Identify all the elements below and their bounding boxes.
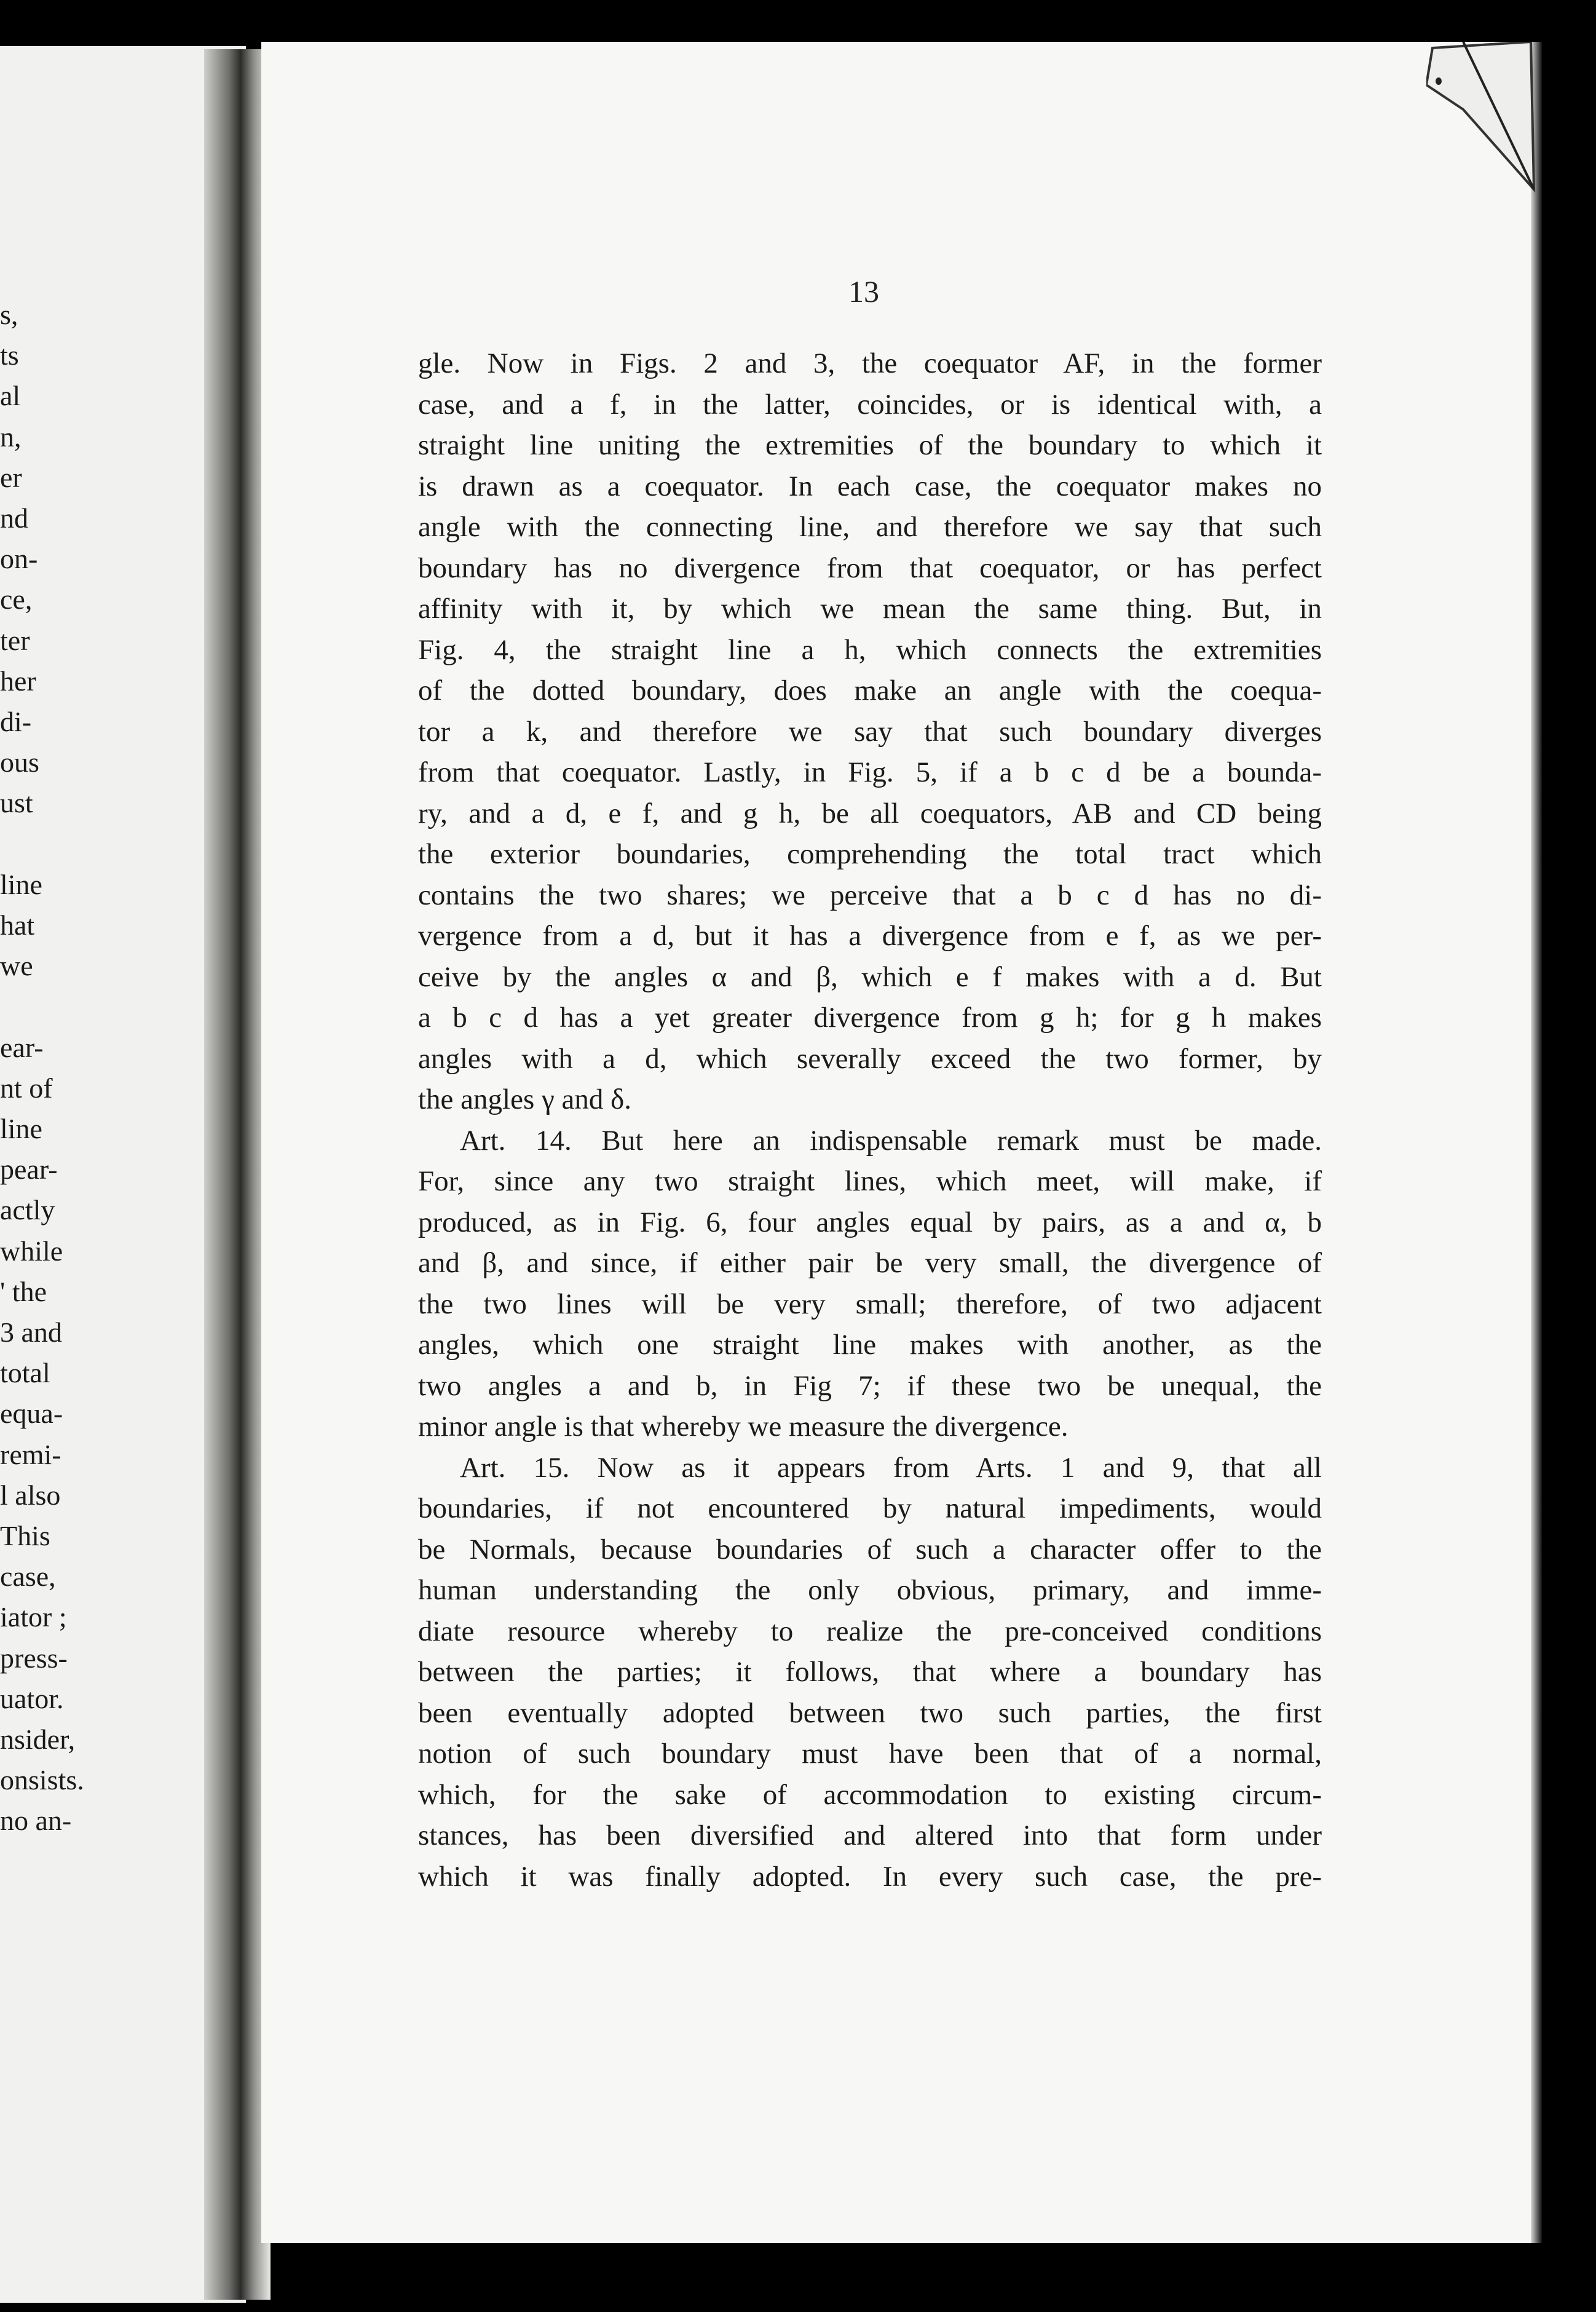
text-line: straight line uniting the extremities of the boundary to which it (418, 429, 1322, 461)
left-page-line: her (0, 665, 36, 697)
text-line: tor a k, and therefore we say that such boundary diverges (418, 715, 1322, 748)
left-page-line: total (0, 1357, 50, 1389)
text-line: diate resource whereby to realize the pre-conceived conditions (418, 1615, 1322, 1647)
text-line: ceive by the angles α and β, which e f makes with a d. But (418, 960, 1322, 993)
left-page-line: on- (0, 543, 38, 575)
left-page-line: ter (0, 624, 30, 656)
left-page-line: er (0, 461, 22, 493)
left-page-line: while (0, 1235, 63, 1267)
text-line: Art. 15. Now as it appears from Arts. 1 and 9, that all (460, 1451, 1322, 1484)
left-page-line: equa- (0, 1398, 63, 1430)
left-page-line: 3 and (0, 1316, 62, 1348)
left-page-line: line (0, 1113, 42, 1144)
left-page-line: n, (0, 421, 22, 453)
left-page-line: iator ; (0, 1601, 67, 1633)
text-line: boundaries, if not encountered by natural impediments, would (418, 1492, 1322, 1524)
folded-corner-icon (1426, 42, 1537, 202)
left-page-line: nd (0, 502, 28, 534)
left-page-line: di- (0, 706, 32, 737)
left-page-line: uator. (0, 1682, 64, 1714)
page-edge-shadow (1531, 42, 1542, 2243)
text-line: angles, which one straight line makes with another, as the (418, 1329, 1322, 1361)
text-line: gle. Now in Figs. 2 and 3, the coequator AF, in the former (418, 347, 1322, 379)
text-line: which, for the sake of accommodation to existing circum- (418, 1778, 1322, 1811)
left-page-line: hat (0, 909, 35, 941)
left-page-line: l also (0, 1479, 61, 1511)
text-line: a b c d has a yet greater divergence from g h; for g h makes (418, 1002, 1322, 1034)
text-line: notion of such boundary must have been that of a normal, (418, 1738, 1322, 1770)
text-line: between the parties; it follows, that where a boundary has (418, 1656, 1322, 1688)
text-line: and β, and since, if either pair be very small, the divergence of (418, 1247, 1322, 1279)
left-page-line: line (0, 868, 42, 900)
left-page-line: onsists. (0, 1764, 84, 1796)
text-line: minor angle is that whereby we measure the divergence. (418, 1411, 1069, 1443)
text-line: be Normals, because boundaries of such a character offer to the (418, 1533, 1322, 1566)
text-line: Art. 14. But here an indispensable remark must be made. (460, 1124, 1322, 1157)
text-line: case, and a f, in the latter, coincides, or is identical with, a (418, 388, 1322, 421)
text-line: from that coequator. Lastly, in Fig. 5, if a b c d be a bounda- (418, 756, 1322, 788)
text-line: vergence from a d, but it has a divergence from e f, as we per- (418, 920, 1322, 952)
text-line: been eventually adopted between two such parties, the first (418, 1696, 1322, 1729)
left-page-line: no an- (0, 1805, 72, 1837)
text-line: ry, and a d, e f, and g h, be all coequators, AB and CD being (418, 797, 1322, 829)
text-line: which it was finally adopted. In every such case, the pre- (418, 1860, 1322, 1893)
left-page-line: remi- (0, 1438, 61, 1470)
left-page-line: ts (0, 339, 19, 371)
left-page-line: ce, (0, 584, 33, 616)
text-line: For, since any two straight lines, which meet, will make, if (418, 1165, 1322, 1197)
left-page-line: nt of (0, 1072, 53, 1104)
text-line: the angles γ and δ. (418, 1083, 632, 1115)
left-page-line: s, (0, 299, 18, 330)
page-number: 13 (848, 274, 879, 309)
text-line: stances, has been diversified and altered into that form under (418, 1819, 1322, 1851)
left-page-line: press- (0, 1642, 68, 1674)
page-body-text (418, 343, 1322, 1897)
left-page-line: case, (0, 1561, 56, 1593)
left-page-line: ear- (0, 1031, 44, 1063)
text-line: angles with a d, which severally exceed the two former, by (418, 1042, 1322, 1075)
left-page-line: actly (0, 1194, 55, 1226)
left-page-line: nsider, (0, 1724, 76, 1755)
text-line: the exterior boundaries, comprehending the total tract which (418, 838, 1322, 870)
left-page-line: ous (0, 746, 39, 778)
text-line: of the dotted boundary, does make an angle with the coequa- (418, 675, 1322, 707)
book-gutter (204, 49, 271, 2300)
text-line: is drawn as a coequator. In each case, the coequator makes no (418, 470, 1322, 502)
ink-speck (1436, 77, 1442, 85)
left-page-line: This (0, 1520, 50, 1551)
left-page-line: ust (0, 787, 33, 819)
text-line: affinity with it, by which we mean the same thing. But, in (418, 593, 1322, 625)
left-page-line: pear- (0, 1154, 58, 1186)
left-page-line: we (0, 950, 33, 982)
text-line: two angles a and b, in Fig 7; if these two be unequal, the (418, 1369, 1322, 1402)
text-line: produced, as in Fig. 6, four angles equal by pairs, as a and α, b (418, 1206, 1322, 1238)
text-line: angle with the connecting line, and therefore we say that such (418, 511, 1322, 543)
text-line: Fig. 4, the straight line a h, which connects the extremities (418, 633, 1322, 666)
text-line: the two lines will be very small; therefore, of two adjacent (418, 1288, 1322, 1320)
text-line: boundary has no divergence from that coequator, or has perfect (418, 552, 1322, 584)
left-page-line: ' the (0, 1275, 47, 1307)
left-page-line: al (0, 380, 21, 412)
text-line: contains the two shares; we perceive that a b c d has no di- (418, 879, 1322, 911)
text-line: human understanding the only obvious, primary, and imme- (418, 1574, 1322, 1606)
